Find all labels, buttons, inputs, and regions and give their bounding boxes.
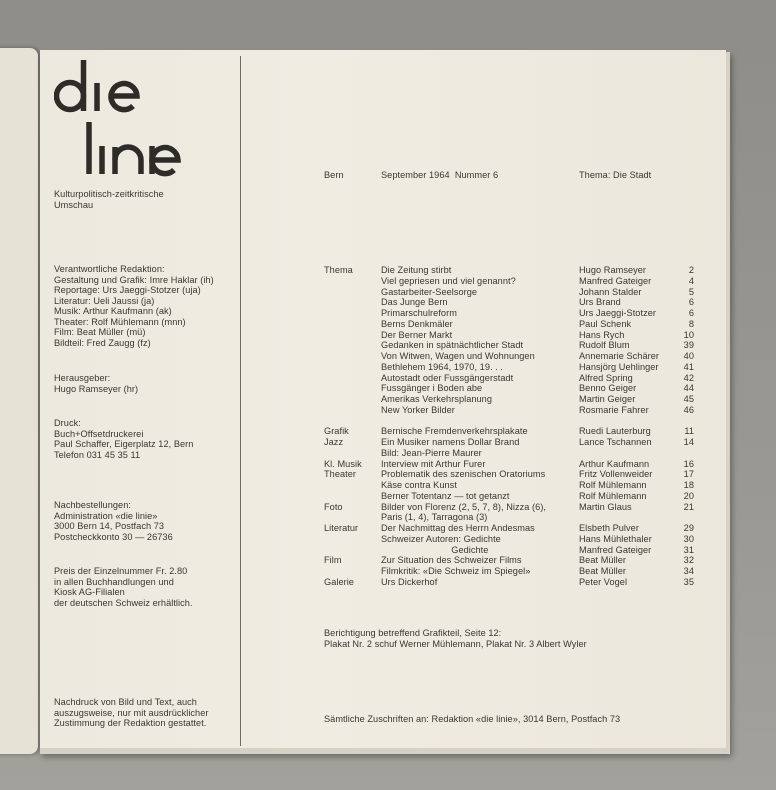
toc-page: 8 [688,318,694,329]
toc-author: Manfred Gateiger [579,275,652,286]
toc-author: Alfred Spring [579,372,633,383]
toc-author: Beat Müller [579,566,627,576]
toc-author: Hansjörg Uehlinger [579,361,659,372]
header-place: Bern [324,170,344,180]
toc-page: 16 [683,458,694,469]
header-theme: Thema: Die Stadt [579,170,652,180]
toc-title: Bilder von Florenz (2, 5, 7, 8), Nizza (6), [381,501,547,512]
toc-author: Martin Geiger [579,394,636,404]
toc-section: Grafik [324,426,349,437]
toc-author: Elsbeth Pulver [579,523,639,533]
toc-page: 35 [683,576,694,587]
toc-section: Jazz [324,437,344,447]
toc-author: Benno Geiger [579,383,637,394]
toc-title: Die Zeitung stirbt [381,265,452,275]
toc-title: Urs Dickerhof [381,576,438,587]
toc-title: New Yorker Bilder [381,404,455,415]
toc-author: Johann Stalder [579,286,642,297]
toc-title: Von Witwen, Wagen und Wohnungen [381,351,535,361]
toc-page: 44 [683,383,694,394]
toc-section: Foto [324,501,343,512]
toc-page: 17 [683,469,694,480]
toc-title: Bild: Jean-Pierre Maurer [381,447,482,458]
toc-page: 29 [683,523,694,533]
toc-title: Primarschulreform [381,308,457,318]
toc-page: 39 [683,340,694,351]
toc-author: Annemarie Schärer [579,351,660,361]
toc-page: 20 [683,490,694,501]
previous-page-edge [0,48,38,754]
toc-author: Martin Glaus [579,501,632,512]
toc-author: Hugo Ramseyer [579,265,647,275]
toc-author: Rolf Mühlemann [579,490,647,501]
toc-author: Paul Schenk [579,318,632,329]
toc-section: Film [324,555,342,566]
toc-author: Lance Tschannen [579,437,652,447]
toc-title: Zur Situation des Schweizer Films [381,555,522,566]
toc-page: 45 [683,394,694,404]
toc-title: Berns Denkmäler [381,318,453,329]
toc-title: Der Berner Markt [381,329,453,340]
publisher: Herausgeber: Hugo Ramseyer (hr) [54,373,139,394]
toc-title: Berner Totentanz — tot getanzt [381,490,510,501]
toc-page: 14 [683,437,694,447]
toc-title: Ein Musiker namens Dollar Brand [381,437,520,447]
toc-author: Ruedi Lauterburg [579,426,651,437]
toc-title: Viel gepriesen und viel genannt? [381,275,516,286]
toc-author: Rolf Mühlemann [579,480,647,490]
toc-section: Kl. Musik [324,458,362,469]
toc-title: Gedichte [381,544,489,555]
toc-title: Der Nachmittag des Herrn Andesmas [381,523,535,533]
printer: Druck: Buch+Offsetdruckerei Paul Schaffer, Eigerplatz 12, Bern Telefon 031 45 35 11 [54,418,194,460]
header-issue: September 1964 Nummer 6 [381,170,499,180]
toc-author: Fritz Vollenweider [579,469,653,480]
footer-address: Sämtliche Zuschriften an: Redaktion «die linie», 3014 Bern, Postfach 73 [324,714,621,724]
toc-section: Theater [324,469,357,480]
toc-page: 6 [688,297,694,308]
toc-title: Gedanken in spätnächtlicher Stadt [381,340,524,351]
toc-page: 34 [683,566,694,576]
toc-page: 30 [683,533,694,544]
toc-author: Peter Vogel [579,576,628,587]
toc-author: Manfred Gateiger [579,544,652,555]
back-orders: Nachbestellungen: Administration «die linie» 3000 Bern 14, Postfach 73 Postcheckkonto 30 — 26736 [54,500,173,542]
toc-title: Bernische Fremdenverkehrsplakate [381,426,528,437]
toc-section: Thema [324,265,353,275]
toc-page: 4 [688,275,694,286]
toc-page: 21 [683,501,694,512]
toc-title: Käse contra Kunst [381,480,457,490]
toc-page: 32 [683,555,694,566]
toc-title: Gastarbeiter-Seelsorge [381,286,478,297]
toc-page: 40 [683,351,694,361]
toc-page: 41 [683,361,694,372]
toc-page: 46 [683,404,694,415]
toc-title: Fussgänger i Boden abe [381,383,483,394]
toc-section: Galerie [324,576,354,587]
column-divider [240,56,241,746]
toc-author: Urs Brand [579,297,621,308]
toc-page: 31 [683,544,694,555]
toc-title: Interview mit Arthur Furer [381,458,486,469]
toc-title: Schweizer Autoren: Gedichte [381,533,501,544]
subtitle: Kulturpolitisch-zeitkritische Umschau [54,189,164,210]
toc-page: 11 [684,426,694,437]
toc-page: 2 [688,265,694,275]
toc-author: Hans Rych [579,329,625,340]
toc-author: Hans Mühlethaler [579,533,652,544]
reprint-notice: Nachdruck von Bild und Text, auch auszugsweise, nur mit ausdrücklicher Zustimmung der Redaktion gestattet. [54,697,209,728]
toc-page: 5 [688,286,694,297]
toc-page: 18 [683,480,694,490]
editorial-staff: Verantwortliche Redaktion: Gestaltung und Grafik: Imre Haklar (ih) Reportage: Urs Jaeggi-Stotzer (uja) Literatur: Ueli Jaussi (ja) Musik: Arthur Kaufmann (ak) Theater: Rolf Mühlemann (mnn) Film: Beat Müller (mü) Bildteil: Fred Zaugg (fz) [54,264,214,348]
toc-title: Problematik des szenischen Oratoriums [381,469,546,480]
toc-title: Autostadt oder Fussgängerstadt [381,372,514,383]
toc-title: Filmkritik: «Die Schweiz im Spiegel» [381,566,531,576]
toc-author: Urs Jaeggi-Stotzer [579,308,656,318]
toc-section: Literatur [324,523,359,533]
toc-author: Beat Müller [579,555,627,566]
toc-author: Rosmarie Fahrer [579,404,649,415]
toc-page: 10 [683,329,694,340]
toc-title: Bethlehem 1964, 1970, 19. . . [381,361,503,372]
price-info: Preis der Einzelnummer Fr. 2.80 in allen Buchhandlungen und Kiosk AG-Filialen der deutschen Schweiz erhältlich. [54,566,193,608]
toc-author: Arthur Kaufmann [579,458,650,469]
die-linie-logo [54,56,184,181]
toc-title: Amerikas Verkehrsplanung [381,394,492,404]
toc-page: 6 [688,308,694,318]
toc-author: Rudolf Blum [579,340,630,351]
toc-title: Das Junge Bern [381,297,448,308]
toc-title: Paris (1, 4), Tarragona (3) [381,512,488,523]
toc-page: 42 [683,372,694,383]
correction-note: Berichtigung betreffend Grafikteil, Seite 12: Plakat Nr. 2 schuf Werner Mühlemann, Plakat Nr. 3 Albert Wyler [324,628,587,649]
